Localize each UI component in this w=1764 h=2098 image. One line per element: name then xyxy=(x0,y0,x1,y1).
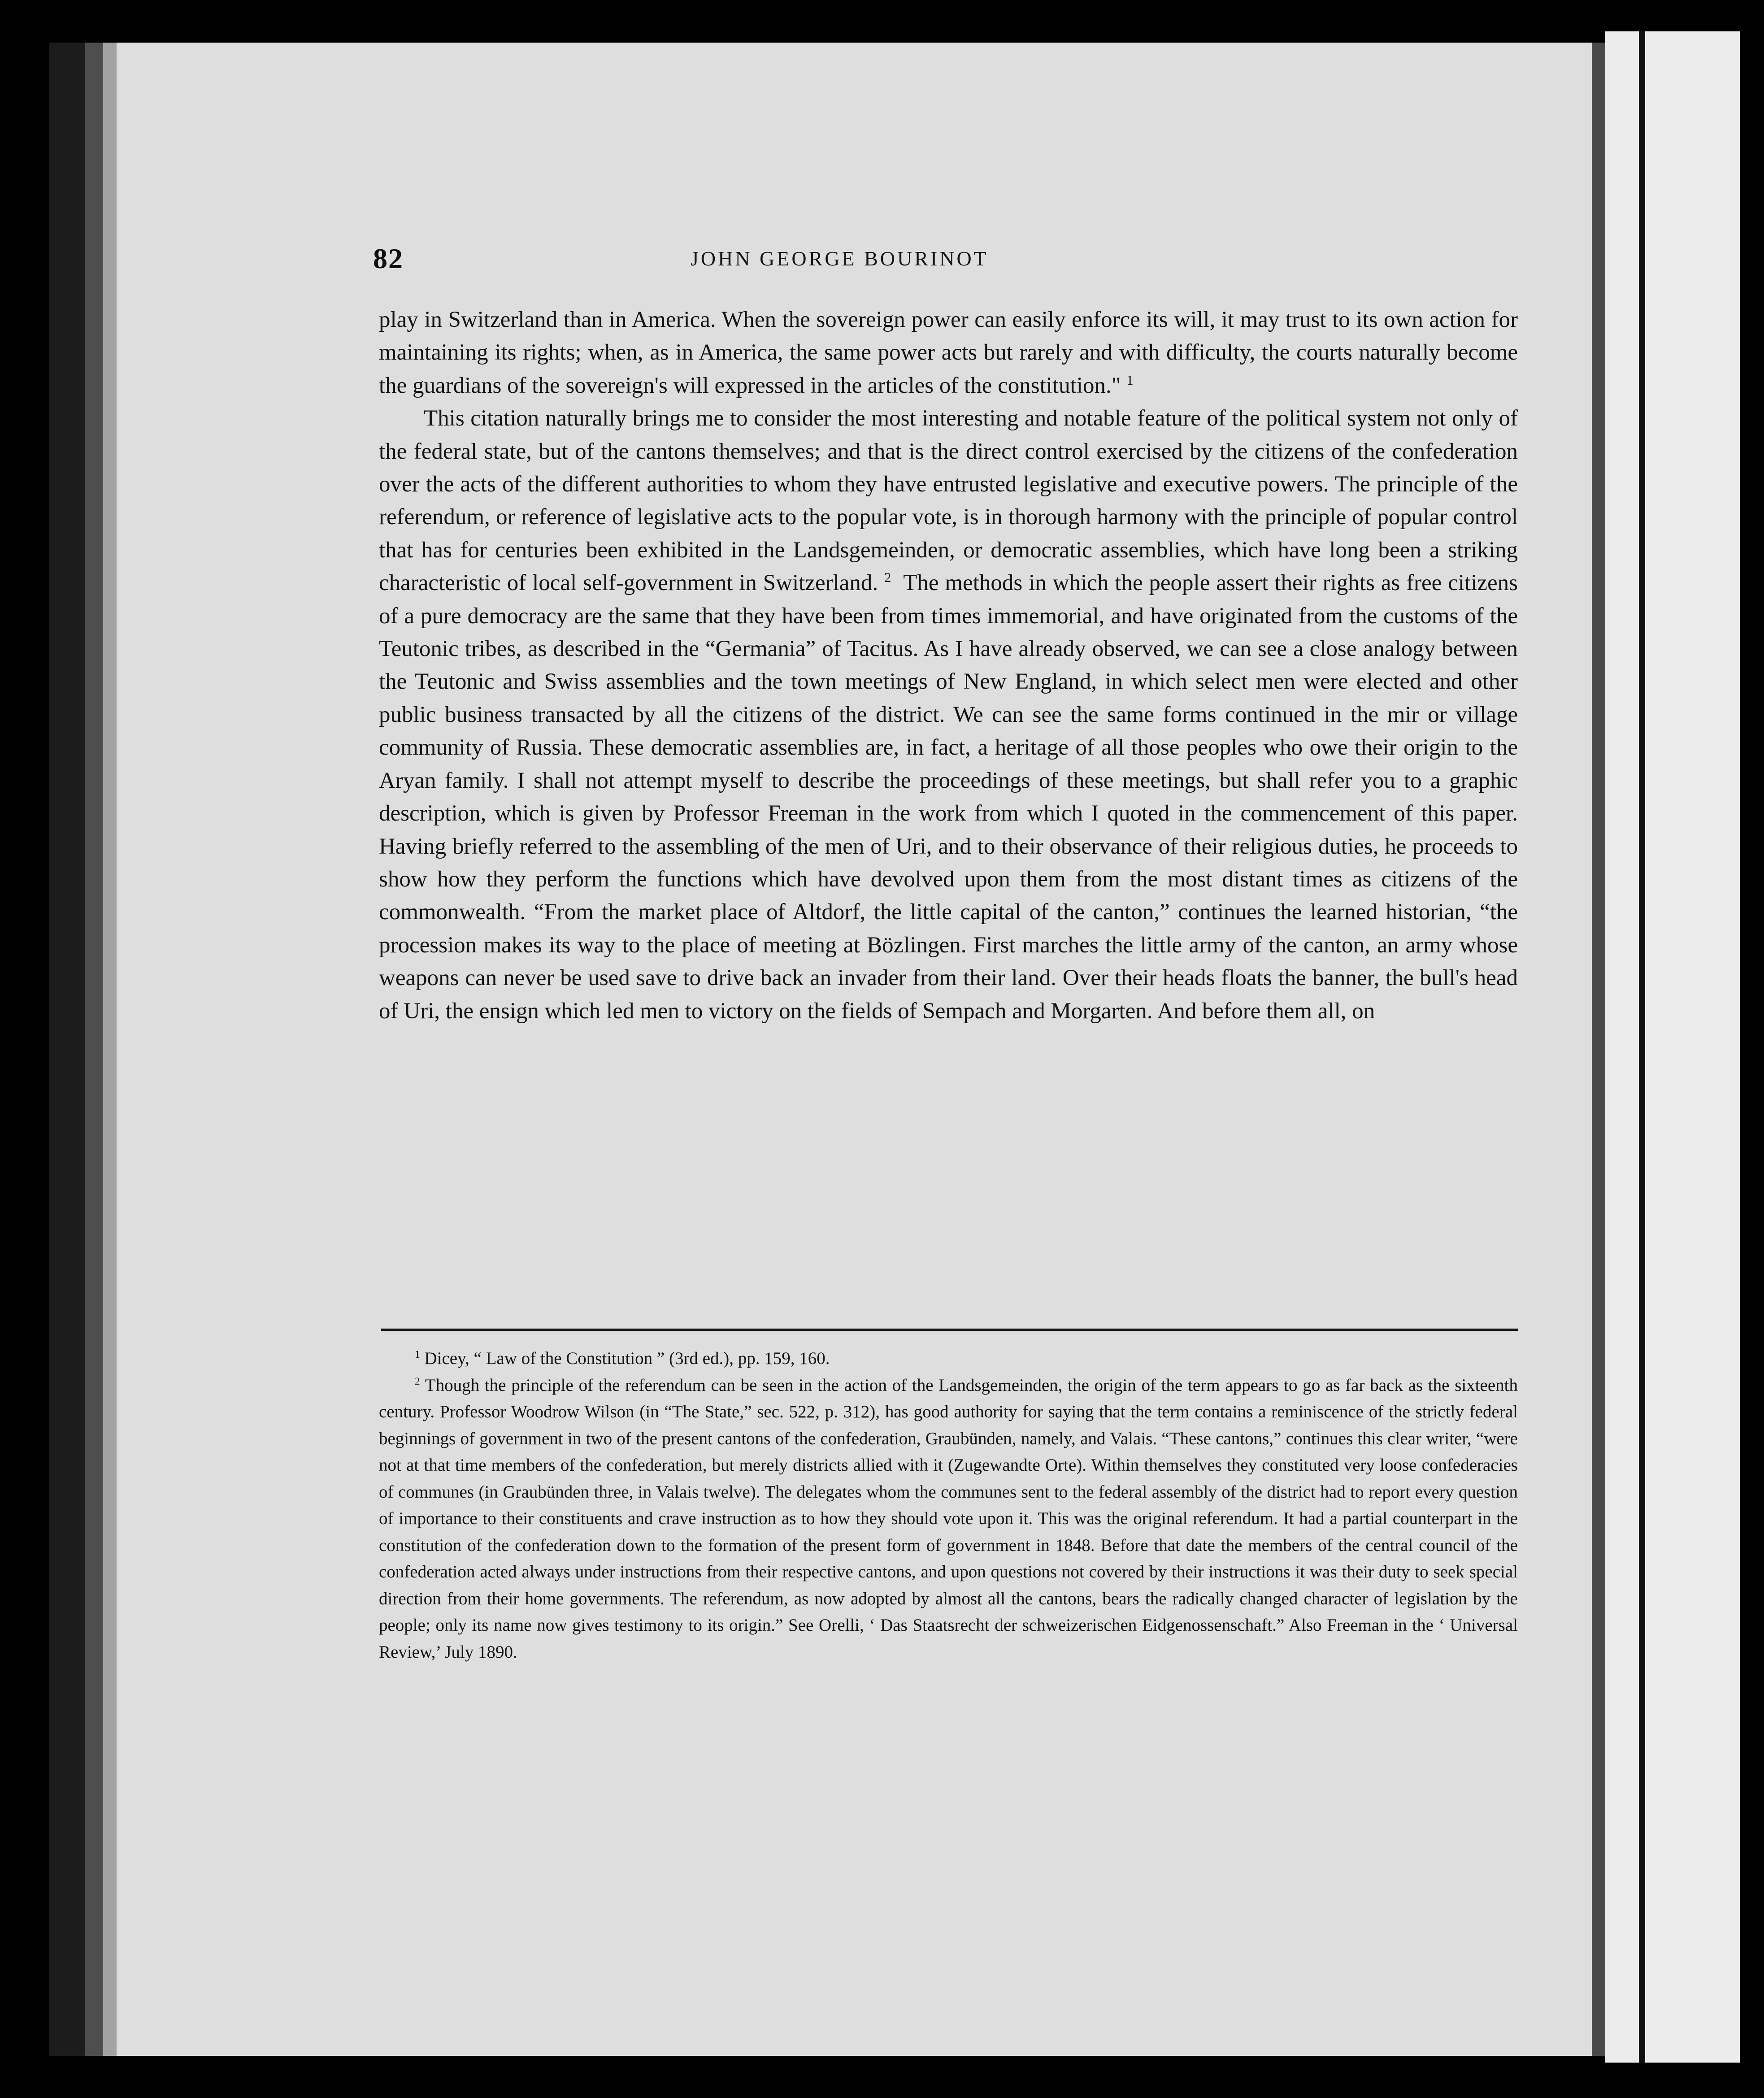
paragraph-text: The methods in which the people assert their rights as free citizens of a pure democracy are the same that they have been from times immemorial, and have originated from the customs of the Teutonic tribes, as described in the “Germania” of Tacitus. As I have already observed, we can see a close analogy between the Teutonic and Swiss assemblies and the town meetings of New England, in which select men were elected and other public business transacted by all the citizens of the district. We can see the same forms continued in the mir or village community of Russia. These democratic assemblies are, in fact, a heritage of all those peoples who owe their origin to the Aryan family. I shall not attempt myself to describe the proceedings of these meetings, but shall refer you to a graphic description, which is given by Professor Freeman in the work from which I quoted in the commencement of this paper. Having briefly referred to the assembling of the men of Uri, and to their observance of their religious duties, he proceeds to show how they perform the functions which have devolved upon them from the most distant times as citizens of the commonwealth. “From the market place of Altdorf, the little capital of the canton,” continues the learned historian, “the procession makes its way to the place of meeting at Bözlingen. First marches the little army of the canton, an army whose weapons can never be used save to drive back an invader from their land. Over their heads floats the banner, the bull's head of Uri, the ensign which led men to victory on the fields of Sempach and Morgarten. And before them all, on xyxy=(379,570,1518,1024)
film-frame-right xyxy=(1605,31,1740,2063)
film-frame-left xyxy=(49,43,85,2056)
page-header xyxy=(117,242,1592,287)
body-text xyxy=(379,304,1518,1028)
footnote-ref: 2 xyxy=(884,570,891,586)
paragraph-text: This citation naturally brings me to consider the most interesting and notable feature of the political system not only of the federal state, but of the cantons themselves; and that is the direct control exercised by the citizens of the confederation over the acts of the different authorities to whom they have entrusted legislative and executive powers. The principle of the referendum, or reference of legislative acts to the popular vote, is in thorough harmony with the principle of popular control that has for centuries been exhibited in the Landsgemeinden, or democratic assemblies, which have long been a striking characteristic of local self-government in Switzerland. xyxy=(379,406,1518,596)
footnote xyxy=(379,1372,1518,1666)
footnote-ref: 1 xyxy=(1126,372,1134,388)
paragraph xyxy=(379,304,1518,402)
page-edge-right xyxy=(1592,43,1605,2056)
page-number: 82 xyxy=(373,243,404,274)
footnote xyxy=(379,1345,1518,1372)
film-frame-line xyxy=(1639,31,1645,2063)
paragraph-text: play in Switzerland than in America. When the sovereign power can easily enforce its will, it may trust to its own action for maintaining its rights; when, as in America, the same power acts but rarely and with difficulty, the courts naturally become the guardians of the sovereign's will expressed in the articles of the constitution." xyxy=(379,307,1518,398)
footnote-text: Dicey, “ Law of the Constitution ” (3rd ed.), pp. 159, 160. xyxy=(424,1349,830,1368)
book-page xyxy=(117,43,1592,2056)
running-head: JOHN GEORGE BOURINOT xyxy=(691,247,989,270)
binding-shadow xyxy=(85,43,103,2056)
footnote-marker: 1 xyxy=(415,1349,420,1360)
footnote-marker: 2 xyxy=(415,1375,420,1387)
footnote-divider xyxy=(381,1329,1518,1331)
binding-edge xyxy=(103,43,117,2056)
paragraph xyxy=(379,402,1518,1028)
footnotes xyxy=(379,1345,1518,1665)
footnote-text: Though the principle of the referendum can be seen in the action of the Landsgemeinden, the origin of the term appears to go as far back as the sixteenth century. Professor Woodrow Wilson (in “The State,” sec. 522, p. 312), has good authority for saying that the term contains a reminiscence of the strictly federal beginnings of government in two of the present cantons of the confederation, Graubünden, namely, and Valais. “These cantons,” continues this clear writer, “were not at that time members of the confederation, but merely districts allied with it (Zugewandte Orte). Within themselves they constituted very loose confederacies of communes (in Graubünden three, in Valais twelve). The delegates whom the communes sent to the federal assembly of the district had to report every question of importance to their constituents and crave instruction as to how they should vote upon it. This was the original referendum. It had a partial counterpart in the constitution of the confederation down to the formation of the present form of government in 1848. Before that date the members of the central council of the confederation acted always under instructions from their respective cantons, and upon questions not covered by their instructions it was their duty to seek special direction from their home governments. The referendum, as now adopted by almost all the cantons, bears the radically changed character of legislation by the people; only its name now gives testimony to its origin.” See Orelli, ‘ Das Staatsrecht der schweizerischen Eidgenossenschaft.” Also Freeman in the ‘ Universal Review,’ July 1890. xyxy=(379,1375,1518,1662)
